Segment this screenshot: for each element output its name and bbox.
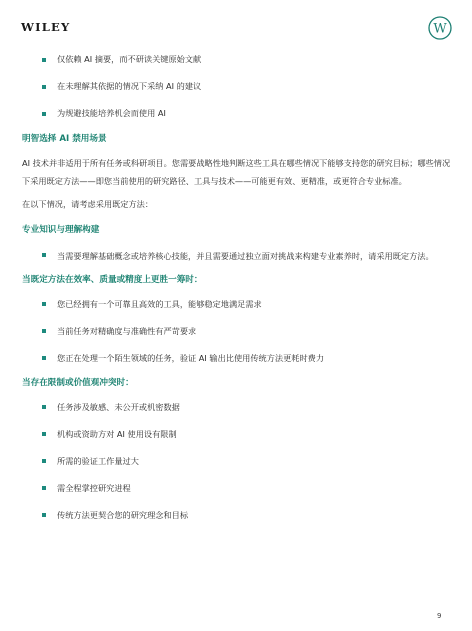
list-item-text: 传统方法更契合您的研究理念和目标: [57, 509, 189, 520]
list-item-text: 在未理解其依据的情况下采纳 AI 的建议: [57, 81, 202, 91]
bullet-marker-icon: [42, 329, 46, 333]
bullet-marker-icon: [42, 513, 46, 517]
emblem-letter: W: [433, 21, 447, 37]
list-item-text: 需全程掌控研究进程: [57, 482, 131, 493]
bullet-marker-icon: [42, 356, 46, 360]
bullet-marker-icon: [42, 58, 46, 62]
list-item-text: 当需要理解基础概念或培养核心技能，并且需要通过独立面对挑战来构建专业素养时，请采用既定方法。: [57, 250, 434, 261]
bullet-marker-icon: [42, 112, 46, 116]
bullet-marker-icon: [42, 253, 46, 257]
list-item-text: 所需的验证工作量过大: [57, 455, 139, 466]
bullet-marker-icon: [42, 486, 46, 490]
section-intro-text: 在以下情况，请考虑采用既定方法：: [22, 199, 154, 209]
top-bullet-list: [22, 52, 452, 121]
list-item-text: 任务涉及敏感、未公开或机密数据: [57, 401, 180, 412]
wiley-emblem-icon: [428, 16, 452, 40]
list-item: [22, 106, 452, 121]
list-item: [22, 454, 452, 469]
efficiency-bullet-list: [22, 297, 452, 366]
bullet-marker-icon: [42, 85, 46, 89]
expertise-bullet-list: [22, 248, 452, 265]
list-item-text: 为规避技能培养机会而使用 AI: [57, 108, 166, 118]
list-item: [22, 400, 452, 415]
list-item: [22, 481, 452, 496]
section-heading-efficiency: 当既定方法在效率、质量或精度上更胜一筹时：: [22, 274, 203, 285]
list-item-text: 机构或资助方对 AI 使用设有限制: [57, 428, 177, 439]
list-item: [22, 351, 452, 366]
list-item: [22, 52, 452, 67]
list-item-text: 您已经拥有一个可靠且高效的工具，能够稳定地满足需求: [57, 298, 262, 309]
section-heading-choose: 明智选择 AI 禁用场景: [22, 134, 107, 144]
bullet-marker-icon: [42, 302, 46, 306]
list-item: [22, 79, 452, 94]
list-item: [22, 248, 452, 265]
list-item: [22, 297, 452, 312]
bullet-marker-icon: [42, 432, 46, 436]
bullet-marker-icon: [42, 459, 46, 463]
list-item-text: 仅依赖 AI 摘要，而不研读关键原始文献: [57, 54, 202, 64]
list-item: [22, 324, 452, 339]
list-item-text: 您正在处理一个陌生领域的任务，验证 AI 输出比使用传统方法更耗时费力: [57, 352, 325, 363]
main-content: [22, 52, 452, 523]
list-item-text: 当前任务对精确度与准确性有严苛要求: [57, 325, 197, 336]
section-heading-constraints: 当存在限制或价值观冲突时：: [22, 377, 134, 388]
constraints-bullet-list: [22, 400, 452, 523]
section-heading-expertise: 专业知识与理解构建: [22, 224, 100, 235]
wiley-logo: WILEY: [21, 20, 71, 34]
list-item: [22, 427, 452, 442]
bullet-marker-icon: [42, 405, 46, 409]
page-number: 9: [437, 612, 442, 620]
section-paragraph-choose: AI 技术并非适用于所有任务或科研项目。您需要战略性地判断这些工具在哪些情况下能够支持您的研究目标；哪些情况下采用既定方法——即您当前使用的研究路径、工具与技术——可能更有效、更精准，或更符合专业标准。: [22, 158, 451, 186]
list-item: [22, 508, 452, 523]
